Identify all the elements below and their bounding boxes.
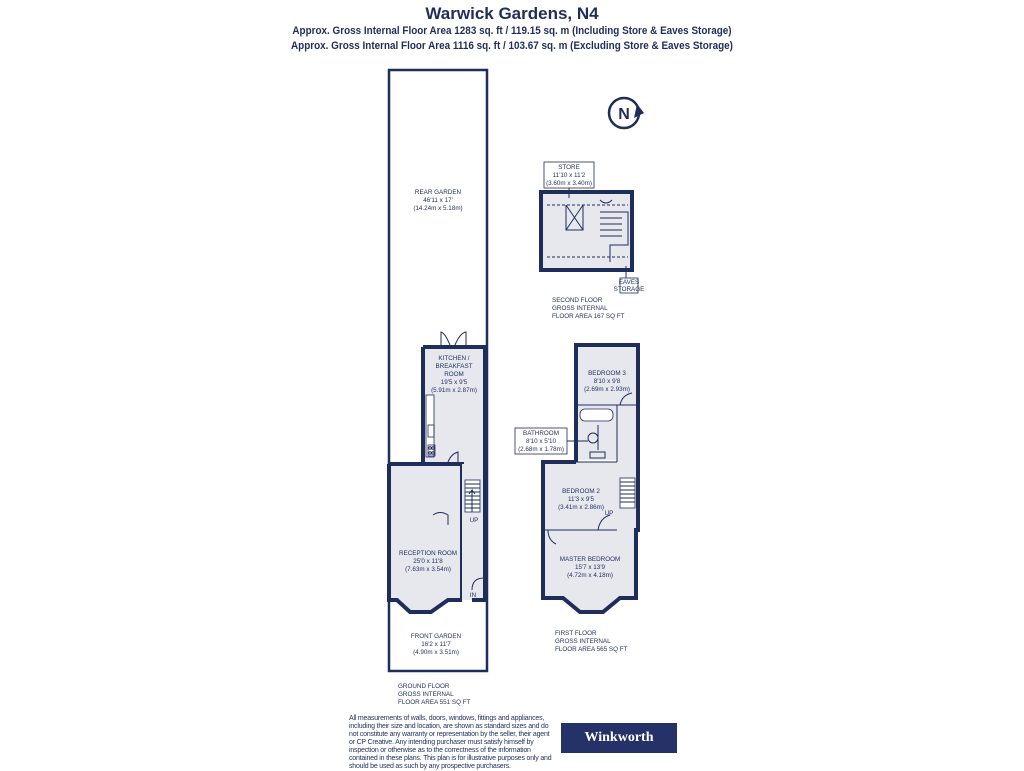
- ground-floor-plan: [389, 70, 487, 706]
- kitchen-counter: [426, 395, 434, 457]
- room-metric-bathroom: (2.68m x 1.78m): [518, 446, 564, 453]
- first-floor-stairs: [620, 478, 635, 508]
- room-name-store: STORE: [558, 164, 580, 171]
- north-compass-icon: [609, 98, 644, 128]
- disclaimer-text: All measurements of walls, doors, windows, fittings and appliances, including their size and location, are shown as standard sizes and do not constitute any warranty or representation by the seller, their agent or CP Creative. Any intending purchaser must satisfy himself by inspection or otherwise as to the correctness of the information contained in these plans. This plan is for illustrative purposes only and should be used as such by any prospective purchasers.: [349, 715, 552, 770]
- room-name-bedroom-2: BEDROOM 2: [562, 488, 600, 495]
- winkworth-logo[interactable]: [561, 723, 677, 753]
- eaves-label-2: STORAGE: [613, 286, 645, 293]
- room-size-front-garden: 16'2 x 11'7: [421, 641, 451, 648]
- room-metric-kitchen: (5.91m x 2.87m): [431, 387, 477, 394]
- room-name-reception: RECEPTION ROOM: [398, 550, 458, 557]
- room-name-kitchen-2: BREAKFAST: [435, 363, 473, 370]
- ground-floor-stairs: [465, 480, 480, 512]
- first-floor-label-1: FIRST FLOOR: [555, 630, 597, 637]
- room-metric-bedroom-2: (3.41m x 2.86m): [558, 504, 604, 511]
- room-name-bathroom: BATHROOM: [523, 430, 559, 437]
- room-size-bedroom-3: 8'10 x 9'8: [593, 378, 621, 385]
- first-floor-label-2: GROSS INTERNAL: [555, 638, 611, 645]
- first-floor-plan: [515, 345, 638, 653]
- room-size-master-bedroom: 15'7 x 13'9: [574, 564, 606, 571]
- area-excluding-storage: Approx. Gross Internal Floor Area 1116 sq. ft / 103.67 sq. m (Excluding Store & Eaves Storage): [291, 40, 733, 52]
- room-metric-front-garden: (4.90m x 3.51m): [413, 649, 459, 656]
- first-up-label: UP: [604, 510, 614, 517]
- room-name-kitchen-3: ROOM: [444, 371, 464, 378]
- room-metric-rear-garden: (14.24m x 5.18m): [413, 205, 463, 212]
- room-size-reception: 25'0 x 11'8: [413, 558, 443, 565]
- second-floor-label-2: GROSS INTERNAL: [552, 305, 608, 312]
- entry-label: IN: [469, 592, 477, 599]
- ground-floor-label-3: FLOOR AREA 551 SQ FT: [398, 699, 471, 706]
- room-metric-reception: (7.63m x 3.54m): [405, 566, 451, 573]
- room-size-kitchen: 19'5 x 9'5: [440, 379, 468, 386]
- ground-floor-label-2: GROSS INTERNAL: [398, 691, 454, 698]
- landing: [617, 405, 638, 530]
- page-title: Warwick Gardens, N4: [425, 4, 599, 23]
- room-name-front-garden: FRONT GARDEN: [410, 633, 462, 640]
- room-name-master-bedroom: MASTER BEDROOM: [559, 556, 621, 563]
- first-floor-label-3: FLOOR AREA 565 SQ FT: [555, 646, 628, 653]
- room-name-bedroom-3: BEDROOM 3: [588, 370, 626, 377]
- ground-up-label: UP: [469, 517, 479, 524]
- room-metric-master-bedroom: (4.72m x 4.18m): [567, 572, 613, 579]
- room-name-rear-garden: REAR GARDEN: [414, 189, 462, 196]
- room-size-store: 11'10 x 11'2: [552, 172, 586, 179]
- second-floor-label-1: SECOND FLOOR: [552, 297, 603, 304]
- brand-name: Winkworth: [584, 730, 654, 745]
- reception-room: [389, 464, 462, 612]
- compass-letter: N: [618, 106, 630, 123]
- room-size-bedroom-2: 11'3 x 9'5: [567, 496, 595, 503]
- ground-floor-label-1: GROUND FLOOR: [398, 683, 450, 690]
- second-floor-label-3: FLOOR AREA 167 SQ FT: [552, 313, 625, 320]
- second-floor-plan: [541, 162, 644, 320]
- room-name-kitchen: KITCHEN /: [438, 355, 470, 362]
- store-room: [541, 192, 632, 270]
- area-including-storage: Approx. Gross Internal Floor Area 1283 sq. ft / 119.15 sq. m (Including Store & Eaves Storage): [292, 25, 732, 37]
- bath-icon: [580, 409, 613, 421]
- room-metric-store: (3.60m x 3.40m): [546, 180, 592, 187]
- room-metric-bedroom-3: (2.69m x 2.93m): [584, 386, 630, 393]
- room-size-bathroom: 8'10 x 5'10: [525, 438, 557, 445]
- eaves-label-1: EAVES: [618, 279, 640, 286]
- room-size-rear-garden: 46'11 x 17': [423, 197, 453, 204]
